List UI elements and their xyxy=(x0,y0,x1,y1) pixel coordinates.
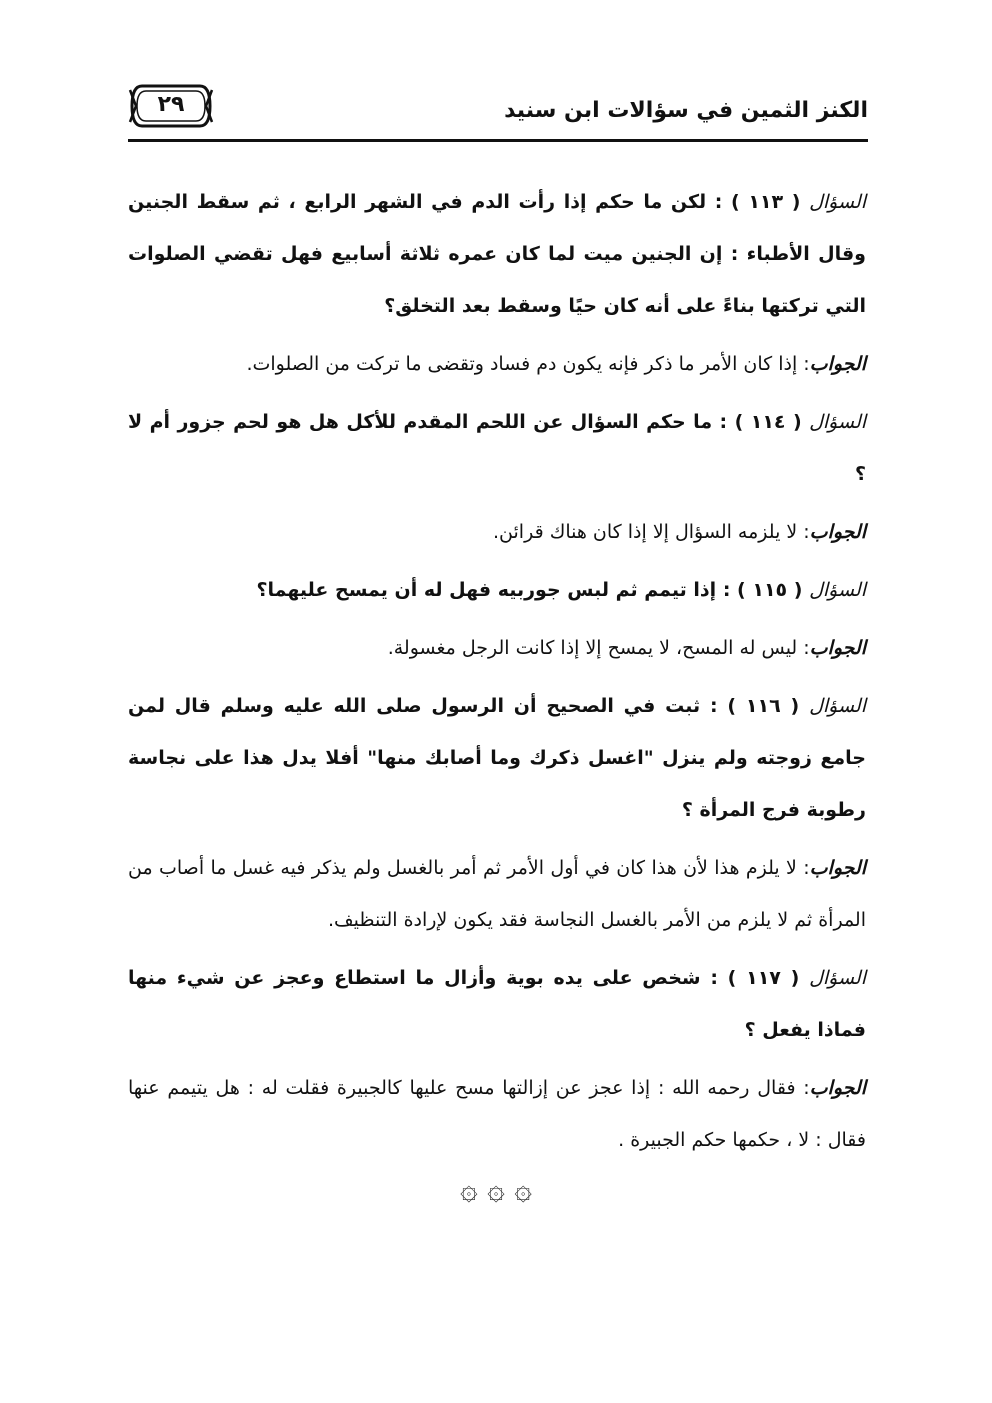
question-text: ما حكم السؤال عن اللحم المقدم للأكل هل هو لحم جزور أم لا ؟ xyxy=(128,411,866,485)
question-text: إذا تيمم ثم لبس جوربيه فهل له أن يمسح عليهما؟ xyxy=(256,579,717,601)
question-text: شخص على يده بوية وأزال ما استطاع وعجز عن شيء منها فماذا يفعل ؟ xyxy=(128,967,866,1041)
question-number: ( ١١٧ ) : xyxy=(710,967,800,989)
question-label: السؤال xyxy=(809,967,866,989)
page-content xyxy=(128,176,866,1166)
question-116 xyxy=(128,680,866,836)
answer-text: : فقال رحمه الله : إذا عجز عن إزالتها مسح عليها كالجبيرة فقلت له : هل يتيمم عنها فقال : لا ، حكمها حكم الجبيرة . xyxy=(128,1077,866,1151)
answer-116 xyxy=(128,842,866,946)
question-115 xyxy=(128,564,866,616)
page-number-badge xyxy=(128,82,214,130)
page-number: ٢٩ xyxy=(157,92,185,117)
header-divider xyxy=(128,139,868,142)
answer-117 xyxy=(128,1062,866,1166)
question-113 xyxy=(128,176,866,332)
question-117 xyxy=(128,952,866,1056)
answer-text: : ليس له المسح، لا يمسح إلا إذا كانت الرجل مغسولة. xyxy=(387,637,810,659)
question-number: ( ١١٦ ) : xyxy=(709,695,800,717)
question-label: السؤال xyxy=(809,411,867,433)
answer-113 xyxy=(128,338,866,390)
question-114 xyxy=(128,396,866,500)
question-text: ثبت في الصحيح أن الرسول صلى الله عليه وسلم قال لمن جامع زوجته ولم ينزل "اغسل ذكرك وما أصابك منها" أفلا يدل هذا على نجاسة رطوبة فرج المرأة ؟ xyxy=(128,695,866,821)
answer-label: الجواب xyxy=(809,521,866,543)
page-header xyxy=(128,80,868,142)
book-title: الكنز الثمين في سؤالات ابن سنيد xyxy=(504,98,868,123)
answer-text: : إذا كان الأمر ما ذكر فإنه يكون دم فساد وتقضى ما تركت من الصلوات. xyxy=(246,353,810,375)
answer-text: : لا يلزمه السؤال إلا إذا كان هناك قرائن. xyxy=(493,521,810,543)
question-label: السؤال xyxy=(809,579,866,601)
answer-label: الجواب xyxy=(809,1077,866,1099)
answer-label: الجواب xyxy=(809,637,866,659)
answer-label: الجواب xyxy=(809,353,866,375)
answer-115 xyxy=(128,622,866,674)
question-label: السؤال xyxy=(809,695,866,717)
section-end-ornament: ۞ ۞ ۞ xyxy=(460,1172,532,1207)
question-number: ( ١١٣ ) : xyxy=(714,191,801,213)
question-text: لكن ما حكم إذا رأت الدم في الشهر الرابع ، ثم سقط الجنين وقال الأطباء : إن الجنين ميت لما كان عمره ثلاثة أسابيع فهل تقضي الصلوات التي تركتها بناءً على أنه كان حيًا وسقط بعد التخلق؟ xyxy=(128,191,866,317)
answer-114 xyxy=(128,506,866,558)
question-number: ( ١١٥ ) : xyxy=(722,579,803,601)
answer-text: : لا يلزم هذا لأن هذا كان في أول الأمر ثم أمر بالغسل ولم يذكر فيه غسل ما أصاب من المرأة ثم لا يلزم من الأمر بالغسل النجاسة فقد يكون لإرادة التنظيف. xyxy=(128,857,866,931)
answer-label: الجواب xyxy=(809,857,866,879)
question-number: ( ١١٤ ) : xyxy=(719,411,802,433)
question-label: السؤال xyxy=(809,191,866,213)
